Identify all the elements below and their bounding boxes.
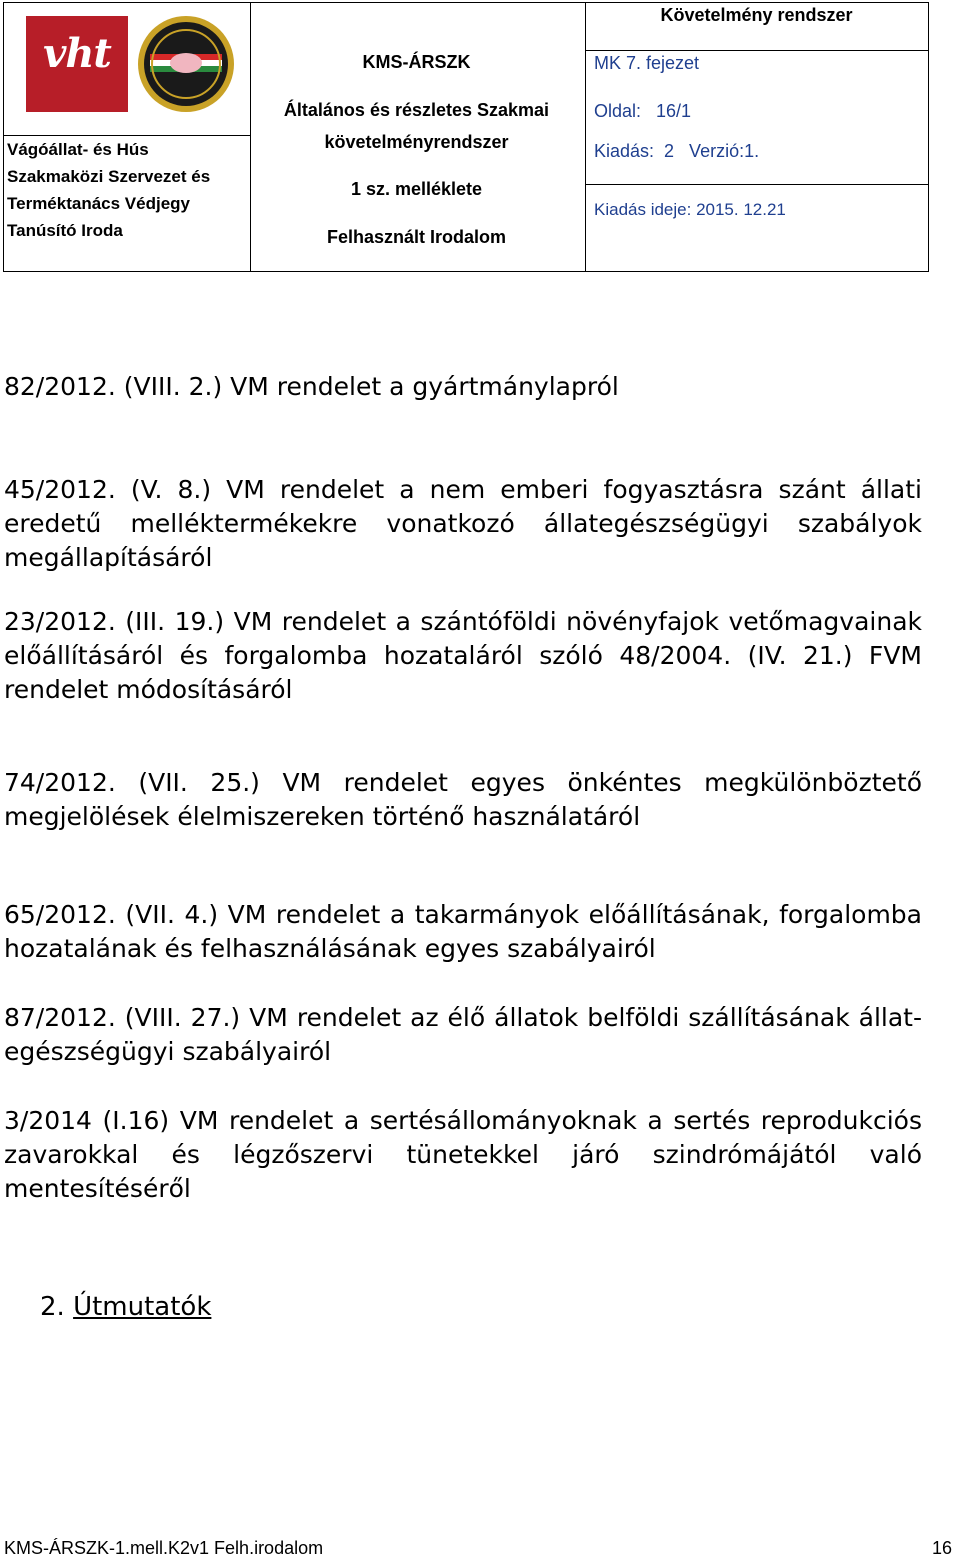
logo-area bbox=[6, 8, 238, 120]
reference-item: 82/2012. (VIII. 2.) VM rendelet a gyártmánylapról bbox=[4, 372, 619, 401]
issue-date: Kiadás ideje: 2015. 12.21 bbox=[594, 200, 786, 219]
section-number: 2. bbox=[40, 1292, 65, 1322]
annex-label: 1 sz. melléklete bbox=[350, 179, 483, 199]
section-title: Útmutatók bbox=[73, 1292, 212, 1322]
doc-subtitle: követelményrendszer bbox=[324, 132, 509, 152]
reference-item: 45/2012. (V. 8.) VM rendelet a nem emberi fogyasztásra szánt állati eredetű melléktermékekre vonatkozó állategészségügyi szabályok megállapításáról bbox=[4, 475, 922, 572]
doc-subtitle: Általános és részletes Szakmai bbox=[283, 100, 550, 120]
vht-logo-text: vht bbox=[43, 30, 111, 77]
quality-seal-icon bbox=[136, 14, 236, 114]
header-divider bbox=[585, 184, 928, 185]
reference-item: 3/2014 (I.16) VM rendelet a sertésállományoknak a sertés reprodukciós zavarokkal és légzőszervi tünetekkel járó szindrómájától való mentesítéséről bbox=[4, 1106, 922, 1203]
doc-code: KMS-ÁRSZK bbox=[362, 52, 471, 72]
edition-label: Kiadás: 2 Verzió:1. bbox=[594, 141, 760, 161]
org-line: Szakmaközi Szervezet és bbox=[7, 167, 211, 186]
vht-logo bbox=[26, 16, 128, 112]
header-divider bbox=[585, 50, 928, 51]
org-line: Terméktanács Védjegy bbox=[7, 194, 190, 213]
header-divider bbox=[585, 3, 586, 271]
section-label: Felhasznált Irodalom bbox=[326, 227, 507, 247]
chapter-label: MK 7. fejezet bbox=[594, 53, 700, 73]
page-label: Oldal: 16/1 bbox=[594, 101, 692, 121]
reference-item: 87/2012. (VIII. 27.) VM rendelet az élő állatok belföldi szállításának állat-egészségügyi szabályairól bbox=[4, 1003, 922, 1066]
section-heading bbox=[40, 1292, 211, 1322]
org-name bbox=[7, 136, 239, 244]
org-line: Vágóállat- és Hús bbox=[7, 140, 149, 159]
org-line: Tanúsító Iroda bbox=[7, 221, 123, 240]
system-title: Követelmény rendszer bbox=[660, 5, 853, 25]
reference-item: 74/2012. (VII. 25.) VM rendelet egyes önkéntes megkülönböztető megjelölések élelmiszereken történő használatáról bbox=[4, 768, 922, 831]
reference-item: 23/2012. (III. 19.) VM rendelet a szántóföldi növényfajok vetőmagvainak előállításáról és forgalomba hozataláról szóló 48/2004. (IV. 21.) FVM rendelet módosításáról bbox=[4, 607, 922, 704]
footer-page-number: 16 bbox=[932, 1538, 953, 1558]
reference-item: 65/2012. (VII. 4.) VM rendelet a takarmányok előállításának, forgalomba hozatalának és felhasználásának egyes szabályairól bbox=[4, 900, 922, 963]
footer-doc-id: KMS-ÁRSZK-1.mell.K2v1 Felh.irodalom bbox=[4, 1538, 324, 1558]
